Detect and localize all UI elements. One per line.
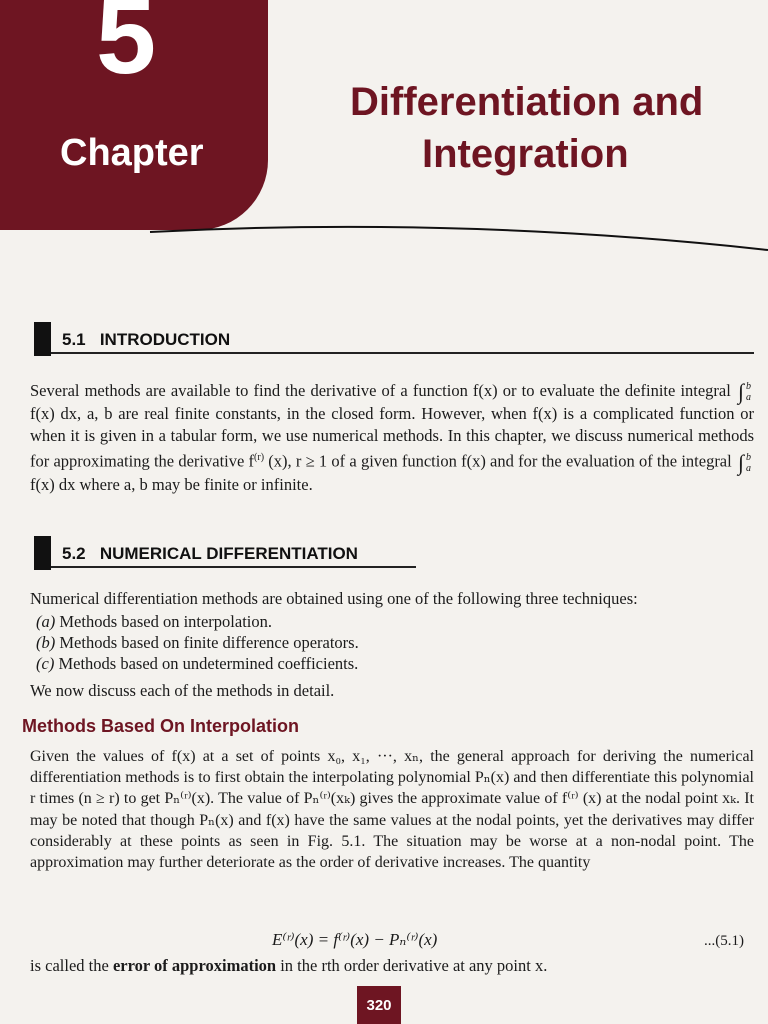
- list-item-letter: (a): [36, 612, 56, 631]
- intro-text-1: Several methods are available to find the derivative of a function f(x) or to evaluate the definite integral: [30, 381, 731, 400]
- integral-sign-2: ∫: [737, 449, 745, 475]
- interpolation-paragraph: Given the values of f(x) at a set of points x₀, x₁, ···, xₙ, the general approach for deriving the numerical differentiation methods is to first obtain the interpolating polynomial Pₙ(x) and then differentiate this polynomial r times (n ≥ r) to get Pₙ⁽ʳ⁾(x). The value of Pₙ⁽ʳ⁾(xₖ) gives the approximate value of f⁽ʳ⁾ (x) at the nodal point xₖ. It may be noted that though Pₙ(x) and f(x) have the same values at the nodal points, yet the derivatives may differ considerably at these points as seen in Fig. 5.1. The situation may be worse at a non-nodal point. The approximation may further deteriorate as the order of derivative increases. The quantity: [30, 748, 754, 872]
- integral-limits: [746, 381, 751, 403]
- techniques-list: [36, 611, 736, 674]
- closing-bold-term: error of approximation: [112, 956, 277, 975]
- intro-text-3: (x), r ≥ 1 of a given function f(x) and for the evaluation of the integral: [264, 451, 732, 471]
- intro-paragraph: [30, 380, 754, 496]
- chapter-title-line2: Integration: [422, 132, 629, 176]
- chapter-title: [350, 76, 750, 180]
- chapter-banner: [0, 0, 268, 230]
- section-heading-numerical-differentiation: [34, 536, 754, 568]
- list-item-text: Methods based on finite difference operators.: [59, 633, 359, 652]
- list-item-letter: (b): [36, 633, 56, 652]
- numerical-diff-outro: We now discuss each of the methods in detail.: [30, 681, 335, 700]
- list-item-letter: (c): [36, 654, 55, 673]
- upper-limit: b: [746, 381, 751, 392]
- list-item: [36, 632, 736, 653]
- closing-text-2: in the rth order derivative at any point x.: [276, 956, 548, 975]
- section-name-2: NUMERICAL DIFFERENTIATION: [99, 544, 358, 563]
- lower-limit: a: [746, 392, 751, 403]
- numerical-diff-intro: Numerical differentiation methods are obtained using one of the following three techniques:: [30, 589, 638, 608]
- section-number: 5.1: [62, 330, 86, 349]
- section-heading-introduction: [34, 322, 754, 354]
- lower-limit-2: a: [746, 462, 752, 474]
- section-name: INTRODUCTION: [99, 330, 231, 349]
- list-item-text: Methods based on undetermined coefficients.: [58, 654, 359, 673]
- section-rule: [51, 352, 754, 354]
- upper-limit-2: b: [746, 451, 752, 463]
- closing-text-1: is called the: [30, 956, 113, 975]
- section-title: [62, 330, 230, 350]
- intro-text-4: f(x) dx where a, b may be finite or infinite.: [30, 474, 313, 494]
- closing-sentence: [30, 955, 754, 977]
- section-title-2: [62, 544, 358, 564]
- integral-sign: ∫: [737, 379, 744, 404]
- equation-number: ...(5.1): [704, 933, 744, 949]
- chapter-label: Chapter: [60, 132, 204, 174]
- section-marker-bar-2: [34, 536, 51, 570]
- chapter-title-line1: Differentiation and: [350, 80, 704, 124]
- intro-text-2: f(x) dx, a, b are real finite constants, in the closed form. However, when f(x) is a complicated function or when it is given in a tabular form, we use numerical methods. In this chapter, we discuss numerical methods for approximating the derivative f: [30, 404, 754, 471]
- chapter-number: 5: [96, 0, 157, 96]
- list-item: [36, 611, 736, 632]
- derivative-order: (r): [254, 452, 265, 463]
- error-equation: E⁽ʳ⁾(x) = f⁽ʳ⁾(x) − Pₙ⁽ʳ⁾(x): [272, 930, 438, 949]
- header-divider-curve: [0, 220, 768, 260]
- page-number: 320: [357, 986, 401, 1024]
- integral-limits-2: [746, 452, 751, 474]
- section-rule-2: [51, 566, 416, 568]
- section-marker-bar: [34, 322, 51, 356]
- subsection-title: Methods Based On Interpolation: [22, 716, 300, 736]
- list-item: [36, 653, 736, 674]
- list-item-text: Methods based on interpolation.: [59, 612, 273, 631]
- section-number-2: 5.2: [62, 544, 86, 563]
